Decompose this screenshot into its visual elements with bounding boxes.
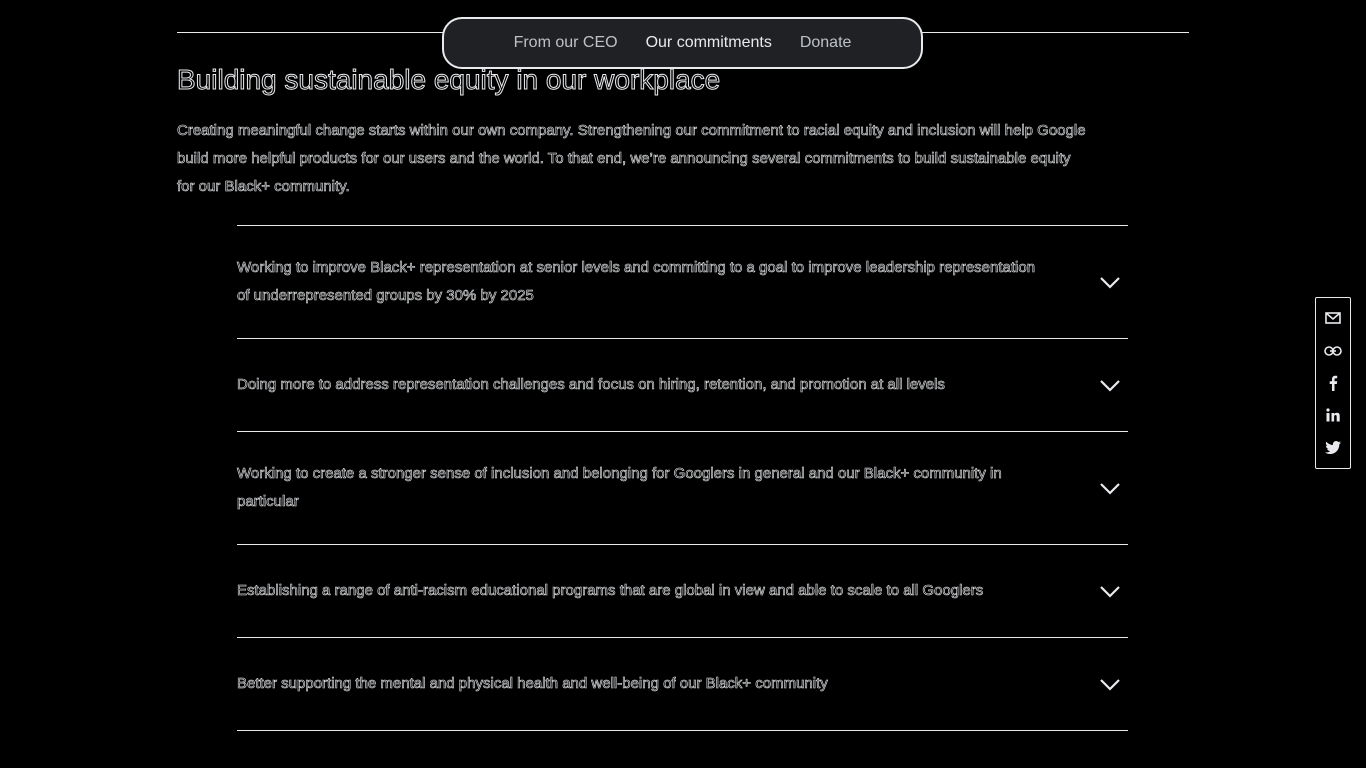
accordion-item[interactable] bbox=[237, 638, 1128, 731]
section-nav bbox=[442, 17, 923, 69]
section-intro: Creating meaningful change starts within our own company. Strengthening our commitment to racial equity and inclusion will help Google build more helpful products for our users and the world. To that end, we’re announcing several commitments to build sustainable equity for our Black+ community. bbox=[177, 122, 1086, 195]
accordion-item[interactable] bbox=[237, 545, 1128, 638]
accordion-item-text: Better supporting the mental and physical health and well-being of our Black+ community bbox=[237, 675, 828, 692]
accordion-item-text: Working to create a stronger sense of inclusion and belonging for Googlers in general and our Black+ community in particular bbox=[237, 465, 1002, 510]
commitments-accordion bbox=[237, 225, 1128, 731]
chevron-down-icon[interactable] bbox=[1098, 579, 1122, 603]
section-title: Building sustainable equity in our workplace bbox=[177, 64, 721, 95]
nav-link-from-our-ceo[interactable]: From our CEO bbox=[513, 34, 618, 51]
accordion-item[interactable] bbox=[237, 339, 1128, 432]
facebook-icon[interactable] bbox=[1319, 369, 1347, 397]
linkedin-icon[interactable] bbox=[1319, 401, 1347, 429]
chevron-down-icon[interactable] bbox=[1098, 672, 1122, 696]
chevron-down-icon[interactable] bbox=[1098, 270, 1122, 294]
accordion-item-text: Working to improve Black+ representation at senior levels and committing to a goal to improve leadership representation of underrepresented groups by 30% by 2025 bbox=[237, 259, 1036, 304]
accordion-item[interactable] bbox=[237, 432, 1128, 545]
link-icon[interactable] bbox=[1319, 337, 1347, 365]
share-rail bbox=[1315, 297, 1351, 469]
accordion-item-text: Doing more to address representation challenges and focus on hiring, retention, and promotion at all levels bbox=[237, 376, 945, 393]
nav-link-our-commitments[interactable]: Our commitments bbox=[645, 34, 772, 51]
nav-link-donate[interactable]: Donate bbox=[799, 34, 852, 51]
accordion-item-text: Establishing a range of anti-racism educational programs that are global in view and able to scale to all Googlers bbox=[237, 582, 984, 599]
chevron-down-icon[interactable] bbox=[1098, 476, 1122, 500]
mail-icon[interactable] bbox=[1319, 304, 1347, 332]
chevron-down-icon[interactable] bbox=[1098, 373, 1122, 397]
accordion-item[interactable] bbox=[237, 226, 1128, 339]
twitter-icon[interactable] bbox=[1319, 434, 1347, 462]
